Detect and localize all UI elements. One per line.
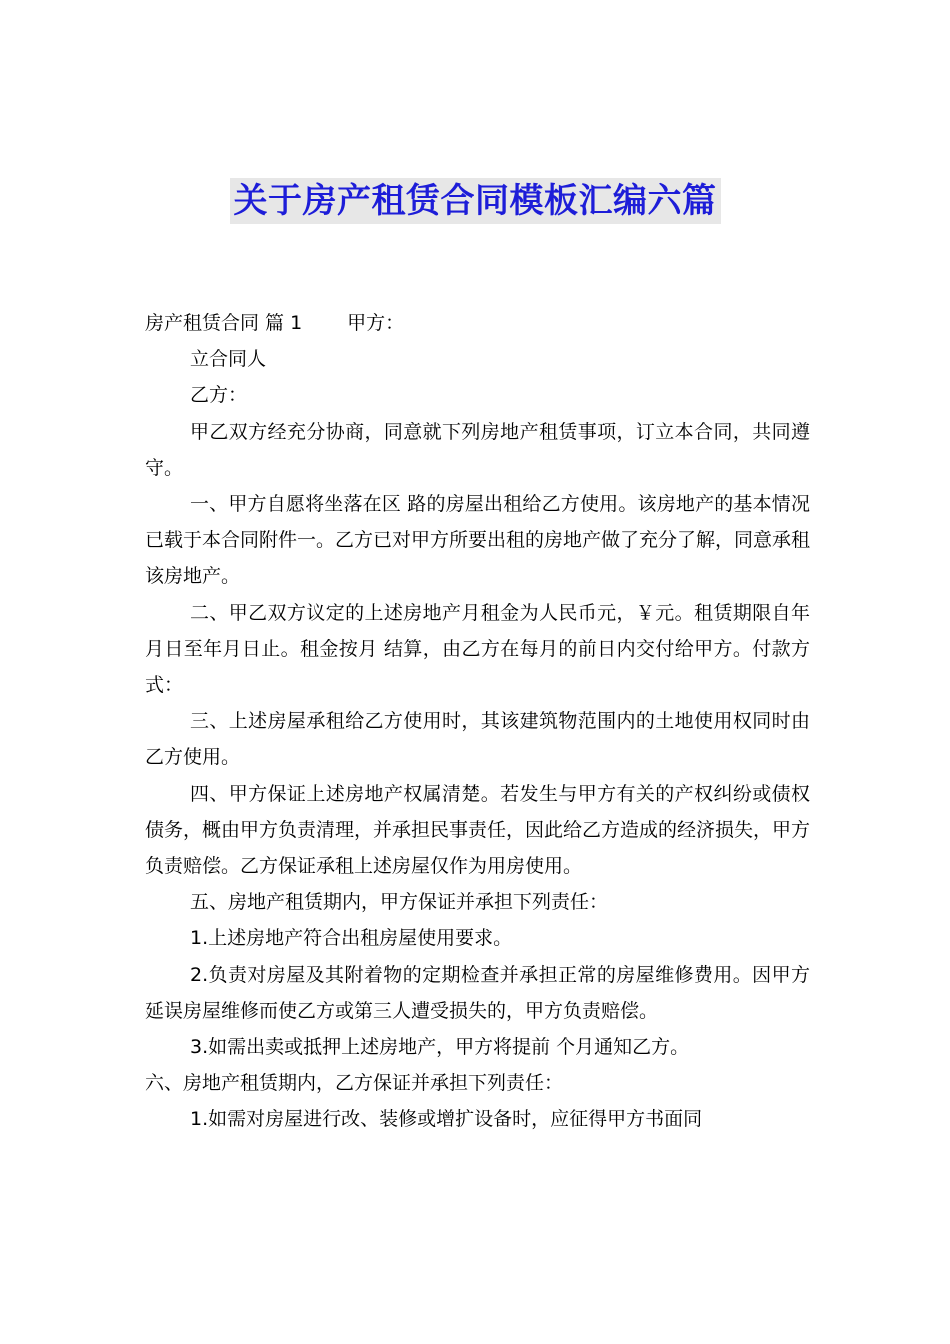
paragraph-contract-parties: 立合同人 [190, 348, 267, 371]
paragraph-party-b: 乙方： [190, 384, 248, 407]
paragraph-clause-3: 三、上述房屋承租给乙方使用时，其该建筑物范围内的土地使用权同时由乙方使用。 [145, 710, 810, 769]
paragraph-preamble: 甲乙双方经充分协商，同意就下列房地产租赁事项，订立本合同，共同遵守。 [145, 420, 810, 479]
paragraph-clause-5-item-1: 1.上述房地产符合出租房屋使用要求。 [190, 927, 513, 950]
document-body [145, 305, 810, 1138]
paragraph-clause-6: 六、房地产租赁期内，乙方保证并承担下列责任： [145, 1072, 564, 1095]
paragraph-clause-5-item-3: 3.如需出卖或抵押上述房地产，甲方将提前 个月通知乙方。 [190, 1036, 690, 1059]
first-line [145, 305, 810, 341]
title-block [0, 178, 950, 224]
document-title: 关于房产租赁合同模板汇编六篇 [230, 178, 721, 224]
paragraph-clause-1: 一、甲方自愿将坐落在区 路的房屋出租给乙方使用。该房地产的基本情况已载于本合同附件一。乙方已对甲方所要出租的房地产做了充分了解，同意承租该房地产。 [145, 493, 811, 588]
paragraph-clause-5-item-2: 2.负责对房屋及其附着物的定期检查并承担正常的房屋维修费用。因甲方延误房屋维修而使乙方或第三人遭受损失的，甲方负责赔偿。 [145, 963, 810, 1022]
paragraph-clause-6-item-1: 1.如需对房屋进行改、装修或增扩设备时，应征得甲方书面同 [190, 1108, 703, 1131]
party-a-label: 甲方： [347, 312, 405, 334]
paragraph-clause-5: 五、房地产租赁期内，甲方保证并承担下列责任： [190, 891, 609, 914]
paragraph-clause-2: 二、甲乙双方议定的上述房地产月租金为人民币元，￥元。租赁期限自年月日至年月日止。租金按月 结算，由乙方在每月的前日内交付给甲方。付款方式： [145, 601, 810, 697]
paragraph-clause-4: 四、甲方保证上述房地产权属清楚。若发生与甲方有关的产权纠纷或债权债务，概由甲方负责清理，并承担民事责任，因此给乙方造成的经济损失，甲方负责赔偿。乙方保证承租上述房屋仅作为用房使用。 [145, 782, 811, 878]
contract-heading: 房产租赁合同 篇 1 [145, 312, 303, 334]
